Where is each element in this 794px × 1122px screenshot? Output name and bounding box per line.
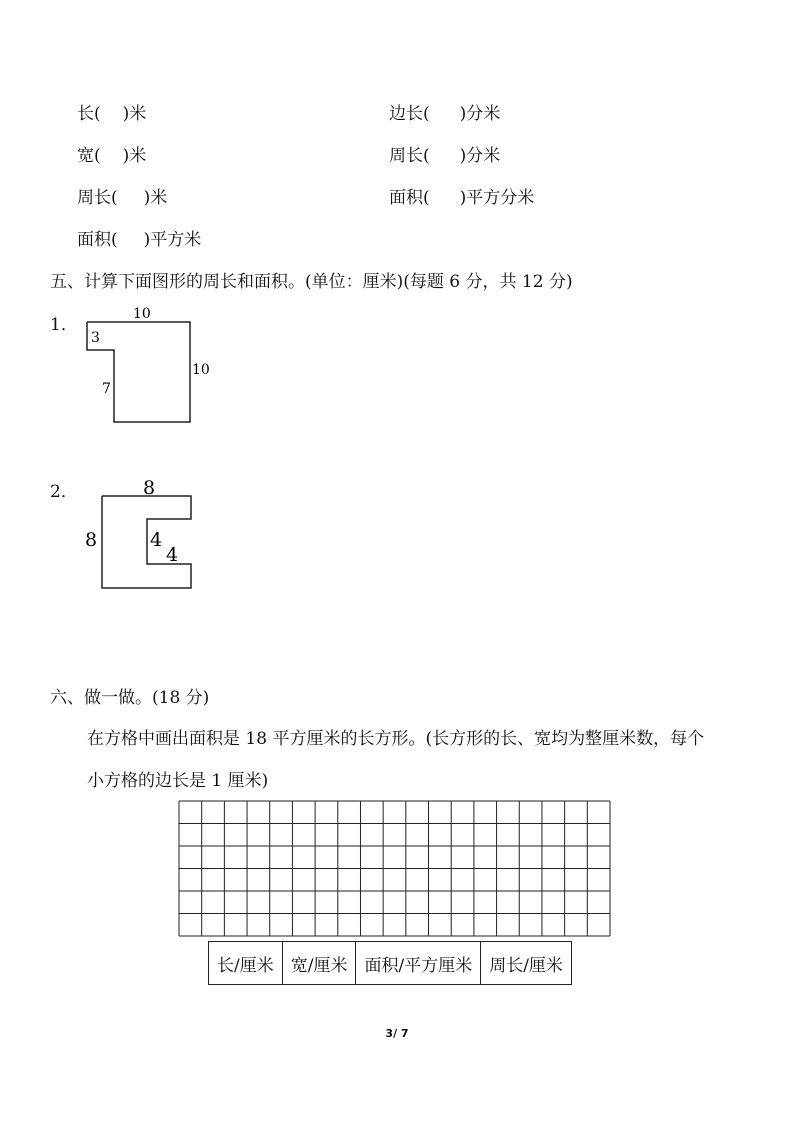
blank-unit: )平方分米 — [459, 188, 535, 208]
problem-number: 2． — [50, 482, 78, 502]
blank-label: 周长( — [389, 146, 430, 166]
dim-label-left: 8 — [85, 529, 98, 551]
header-width: 宽/厘米 — [282, 942, 356, 985]
blank-unit: )分米 — [459, 104, 501, 124]
blank-unit: )米 — [122, 104, 147, 124]
dim-label-top: 8 — [143, 477, 156, 499]
blank-perimeter — [77, 183, 167, 208]
c-shape-figure — [80, 475, 220, 595]
blank-unit: )米 — [143, 188, 168, 208]
dim-label-left: 7 — [102, 381, 111, 397]
drawing-grid[interactable] — [178, 800, 612, 938]
header-area: 面积/平方厘米 — [356, 942, 481, 985]
blank-label: 面积( — [389, 188, 430, 208]
section6-instruction-line1: 在方格中画出面积是 18 平方厘米的长方形。(长方形的长、宽均为整厘米数，每个 — [87, 729, 705, 749]
page-number: 3/ 7 — [385, 1027, 409, 1040]
dim-label-notch: 3 — [91, 330, 100, 346]
problem-number: 1． — [50, 315, 78, 335]
blank-unit: )平方米 — [143, 230, 202, 250]
blank-area-dm — [389, 183, 534, 208]
blank-length — [77, 99, 146, 124]
dim-label-right: 10 — [192, 362, 210, 378]
section6-title: 六、做一做。(18 分) — [50, 688, 210, 708]
blank-side-length — [389, 99, 500, 124]
blank-width — [77, 141, 146, 166]
section6-instruction-line2: 小方格的边长是 1 厘米) — [87, 771, 269, 791]
blank-perimeter-dm — [389, 141, 500, 166]
section5-title: 五、计算下面图形的周长和面积。(单位：厘米)(每题 6 分，共 12 分) — [50, 272, 573, 292]
blank-unit: )分米 — [459, 146, 501, 166]
blank-label: 宽( — [77, 146, 101, 166]
blank-area — [77, 225, 201, 250]
header-length: 长/厘米 — [209, 942, 283, 985]
header-perimeter: 周长/厘米 — [481, 942, 572, 985]
result-table — [208, 941, 572, 985]
dim-label-top: 10 — [133, 306, 151, 322]
blank-unit: )米 — [122, 146, 147, 166]
blank-label: 长( — [77, 104, 101, 124]
blank-label: 边长( — [389, 104, 430, 124]
blank-label: 周长( — [77, 188, 118, 208]
blank-label: 面积( — [77, 230, 118, 250]
l-shape-figure — [80, 305, 220, 435]
dim-label-inner-width: 4 — [166, 544, 179, 566]
dim-label-inner-height: 4 — [150, 529, 163, 551]
